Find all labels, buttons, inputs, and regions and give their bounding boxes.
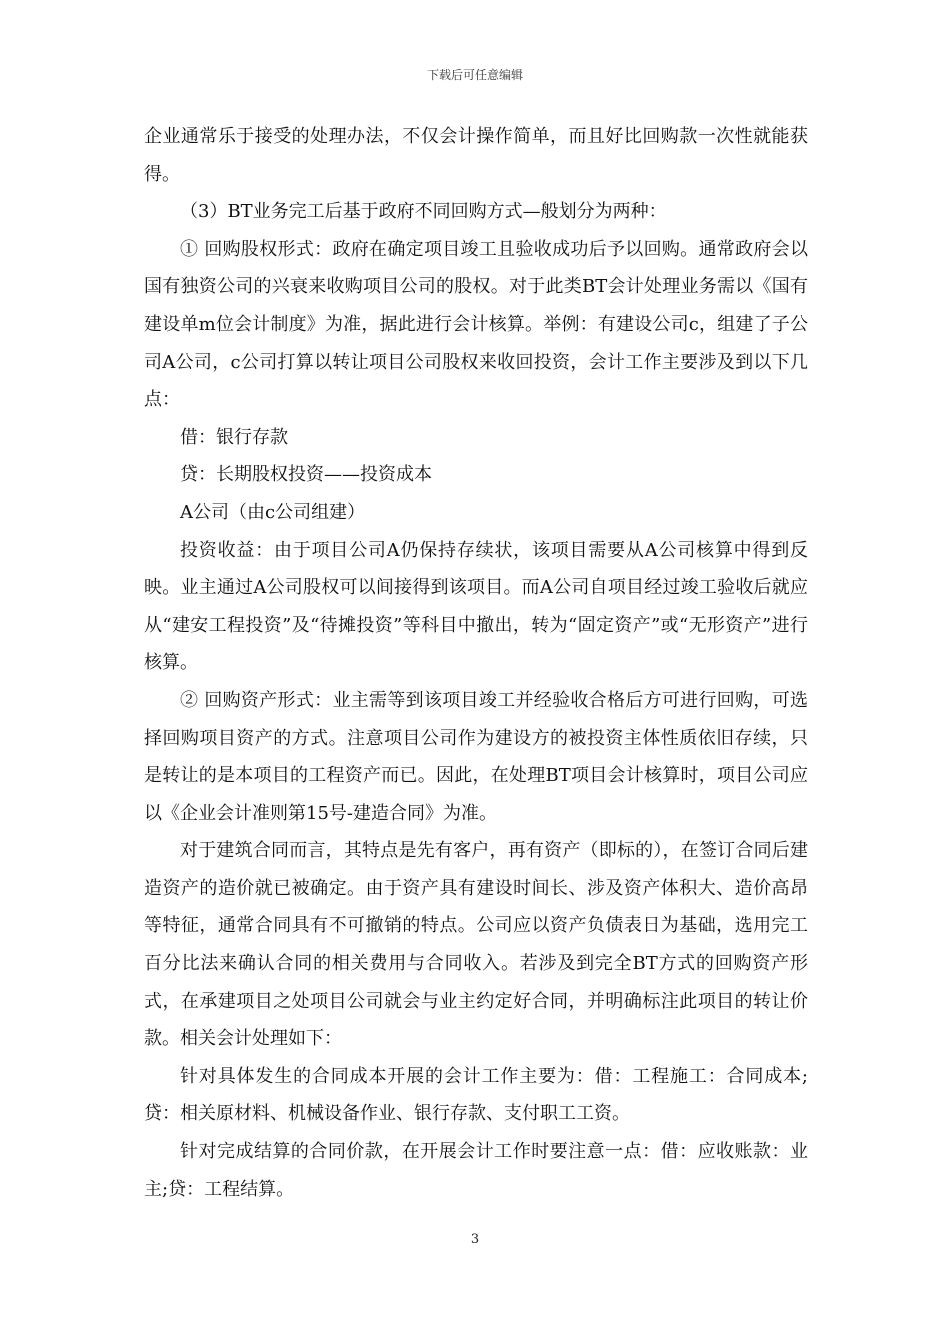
paragraph: 企业通常乐于接受的处理办法，不仅会计操作简单，而且好比回购款一次性就能获得。 [144, 126, 808, 185]
paragraph: 投资收益：由于项目公司A仍保持存续状，该项目需要从A公司核算中得到反映。业主通过A公司股权可以间接得到该项目。而A公司自项目经过竣工验收后就应从“建安工程投资”及“待摊投资”等科目中撤出，转为“固定资产”或“无形资产”进行核算。 [144, 539, 808, 674]
paragraph: ② 回购资产形式：业主需等到该项目竣工并经验收合格后方可进行回购，可选择回购项目资产的方式。注意项目公司作为建设方的被投资主体性质依旧存续，只是转让的是本项目的工程资产而已。因此，在处理BT项目会计核算时，项目公司应以《企业会计准则第15号-建造合同》为准。 [144, 689, 808, 824]
paragraph: A公司（由c公司组建） [180, 501, 366, 523]
paragraph: 针对具体发生的合同成本开展的会计工作主要为：借：工程施工：合同成本;贷：相关原材料、机械设备作业、银行存款、支付职工工资。 [144, 1065, 808, 1125]
paragraph: 对于建筑合同而言，其特点是先有客户，再有资产（即标的），在签订合同后建造资产的造价就已被确定。由于资产具有建设时间长、涉及资产体积大、造价高昂等特征，通常合同具有不可撤销的特点。公司应以资产负债表日为基础，选用完工百分比法来确认合同的相关费用与合同收入。若涉及到完全BT方式的回购资产形式，在承建项目之处项目公司就会与业主约定好合同，并明确标注此项目的转让价款。相关会计处理如下： [144, 840, 808, 1050]
paragraph: 借：银行存款 [180, 426, 288, 448]
body-text [144, 118, 808, 1208]
paragraph: 贷：长期股权投资——投资成本 [180, 464, 432, 486]
page-number: 3 [470, 1232, 480, 1247]
paragraph: ① 回购股权形式：政府在确定项目竣工且验收成功后予以回购。通常政府会以国有独资公司的兴衰来收购项目公司的股权。对于此类BT会计处理业务需以《国有建设单m位会计制度》为准，据此进行会计核算。举例：有建设公司c，组建了子公司A公司，c公司打算以转让项目公司股权来收回投资，会计工作主要涉及到以下几点： [144, 238, 808, 411]
paragraph: 针对完成结算的合同价款，在开展会计工作时要注意一点：借：应收账款：业主;贷：工程结算。 [144, 1141, 808, 1200]
page-header: 下载后可任意编辑 [426, 68, 523, 82]
paragraph: （3）BT业务完工后基于政府不同回购方式—般划分为两种： [180, 201, 667, 223]
